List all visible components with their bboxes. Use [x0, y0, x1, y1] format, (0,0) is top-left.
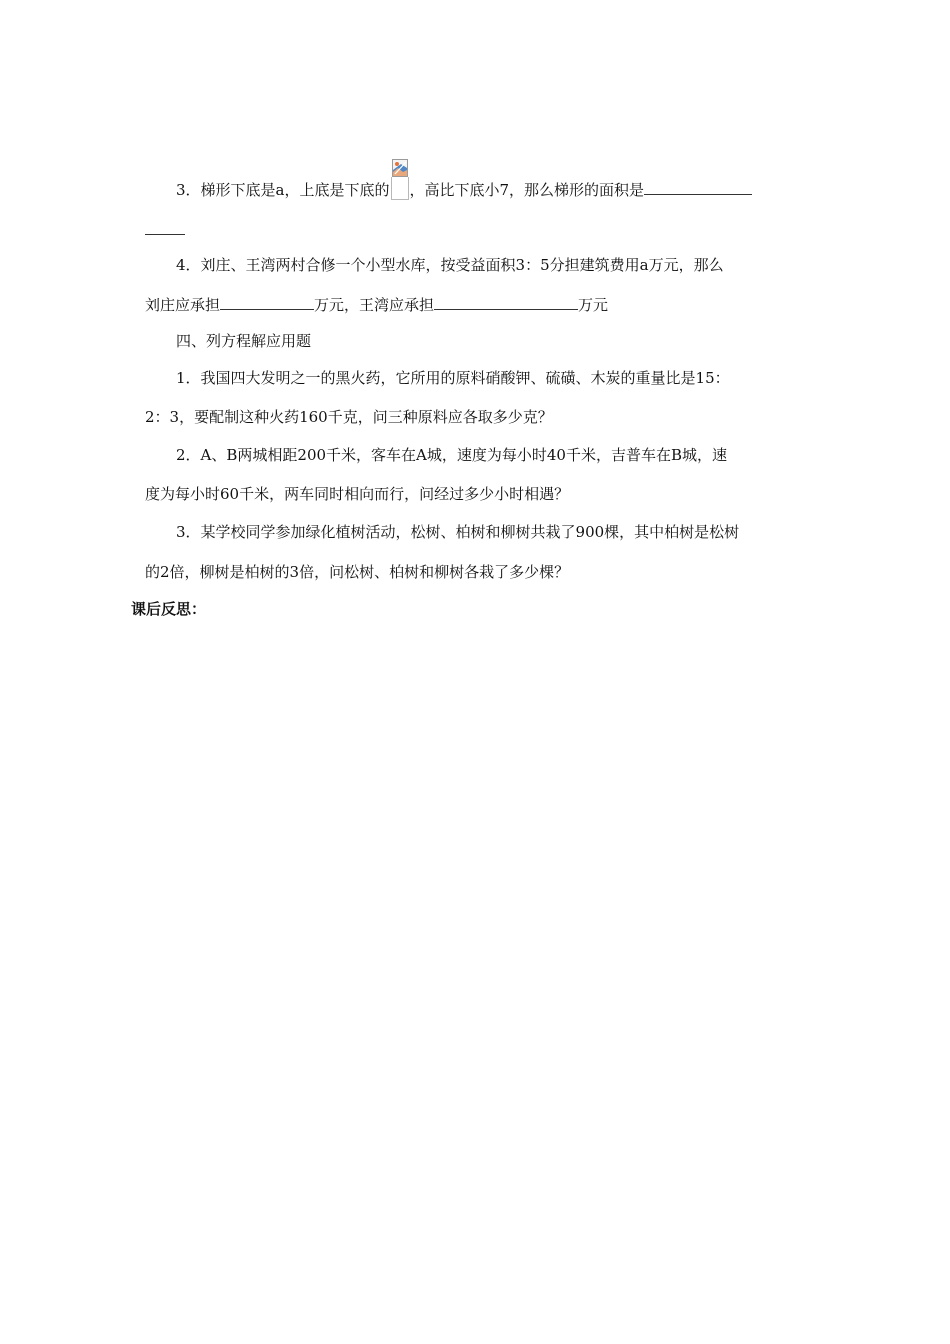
- problem-3-line-1: 3．某学校同学参加绿化植树活动，松树、柏树和柳树共栽了900棵，其中柏树是松树: [176, 523, 740, 541]
- problem-2-line-1: 2．A、B两城相距200千米，客车在A城，速度为每小时40千米，吉普车在B城，速: [176, 446, 727, 464]
- broken-image-icon: [391, 159, 409, 201]
- question-3-prefix: 3．梯形下底是a，上底是下底的: [176, 181, 390, 199]
- reflection-label: 课后反思：: [131, 600, 207, 618]
- question-4-line-2: 刘庄应承担 万元，王湾应承担 万元: [145, 296, 609, 314]
- question-3-middle: ，高比下底小7，那么梯形的面积是: [409, 181, 645, 199]
- question-3-continuation: [145, 220, 185, 240]
- section-heading: 四、列方程解应用题: [176, 332, 312, 350]
- answer-blank: [644, 180, 752, 195]
- question-3-line: [176, 159, 752, 199]
- answer-blank: [434, 295, 578, 310]
- answer-blank: [145, 220, 185, 235]
- question-4-line-1: 4．刘庄、王湾两村合修一个小型水库，按受益面积3：5分担建筑费用a万元，那么: [176, 256, 724, 274]
- problem-3-line-2: 的2倍，柳树是柏树的3倍，问松树、柏树和柳树各栽了多少棵？: [145, 563, 570, 581]
- problem-2-line-2: 度为每小时60千米，两车同时相向而行，问经过多少小时相遇？: [145, 485, 570, 503]
- answer-blank: [220, 295, 314, 310]
- problem-1-line-2: 2：3，要配制这种火药160千克，问三种原料应各取多少克？: [145, 408, 553, 426]
- problem-1-line-1: 1．我国四大发明之一的黑火药，它所用的原料硝酸钾、硫磺、木炭的重量比是15：: [176, 369, 730, 387]
